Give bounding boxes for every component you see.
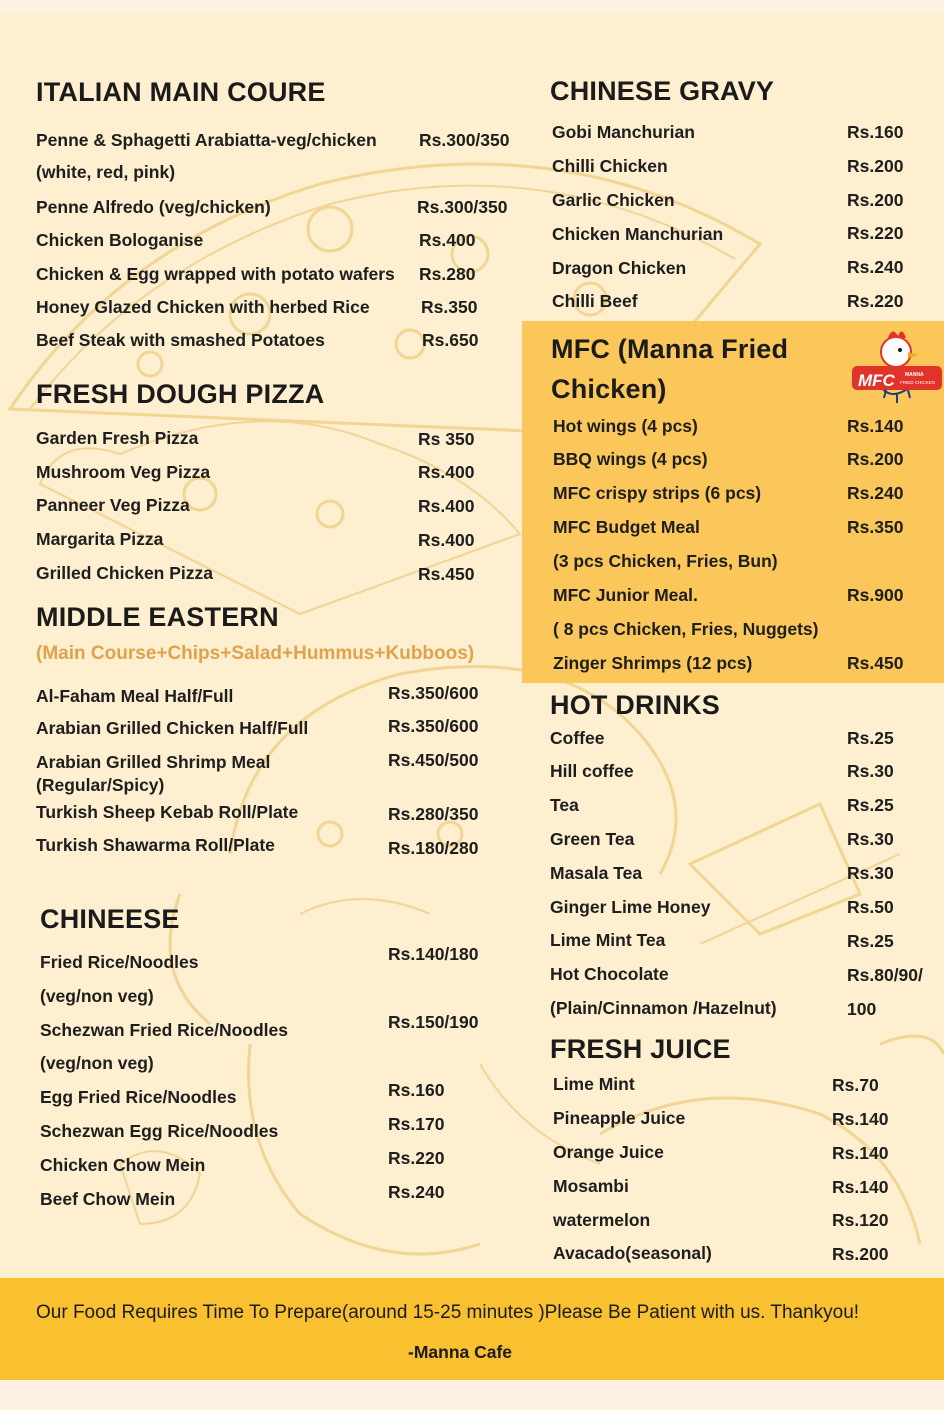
menu-item-name: Zinger Shrimps (12 pcs) <box>553 653 753 673</box>
mfc-logo <box>850 324 944 408</box>
menu-item-name: MFC crispy strips (6 pcs) <box>553 483 762 503</box>
menu-item-price: Rs.140 <box>832 1143 889 1163</box>
menu-item-name: Garlic Chicken <box>552 190 675 210</box>
hot-drinks-section-title: HOT DRINKS <box>550 690 720 720</box>
menu-item-name: Chilli Beef <box>552 291 638 311</box>
mfc-section-title-line2: Chicken) <box>551 374 667 404</box>
menu-item-price: Rs.30 <box>847 829 894 849</box>
menu-item-price: Rs.140 <box>832 1177 889 1197</box>
menu-item-price: Rs.150/190 <box>388 1012 479 1032</box>
menu-item-name: Hot Chocolate <box>550 964 669 984</box>
menu-item-price: Rs.200 <box>832 1244 889 1264</box>
menu-item-price: Rs.80/90/ <box>847 965 923 985</box>
menu-item-price: Rs.280 <box>419 264 476 284</box>
menu-item-price: Rs.180/280 <box>388 838 479 858</box>
menu-item-name: Green Tea <box>550 829 635 849</box>
pizza-section-title: FRESH DOUGH PIZZA <box>36 379 325 409</box>
menu-item-name: Chilli Chicken <box>552 156 668 176</box>
menu-item-name: Panneer Veg Pizza <box>36 495 190 515</box>
menu-item-price: Rs.350 <box>421 297 478 317</box>
menu-item-name: Mushroom Veg Pizza <box>36 462 211 482</box>
menu-item-price: Rs.450/500 <box>388 750 479 770</box>
menu-item-price: Rs.900 <box>847 585 904 605</box>
menu-item-price: Rs.220 <box>388 1148 445 1168</box>
menu-item-name: ( 8 pcs Chicken, Fries, Nuggets) <box>553 619 819 639</box>
chinese-gravy-section-title: CHINESE GRAVY <box>550 76 775 106</box>
mfc-section-title: MFC (Manna Fried <box>551 334 789 364</box>
italian-section-title: ITALIAN MAIN COURE <box>36 77 326 107</box>
menu-item-name: Beef Steak with smashed Potatoes <box>36 330 325 350</box>
menu-item-price: Rs.140/180 <box>388 944 479 964</box>
menu-item-price: Rs.140 <box>847 416 904 436</box>
menu-item-name: Schezwan Egg Rice/Noodles <box>40 1121 279 1141</box>
menu-item-name: Chicken Chow Mein <box>40 1155 206 1175</box>
menu-item-name: Coffee <box>550 728 605 748</box>
footer-note: Our Food Requires Time To Prepare(around 15-25 minutes )Please Be Patient with us. Thankyou! <box>36 1302 860 1323</box>
menu-item-name: Lime Mint <box>553 1074 635 1094</box>
menu-item-name: (Plain/Cinnamon /Hazelnut) <box>550 998 777 1018</box>
menu-item-price: Rs.300/350 <box>417 197 508 217</box>
menu-item-name: Avacado(seasonal) <box>553 1243 712 1263</box>
middle-eastern-section-title: MIDDLE EASTERN <box>36 602 279 632</box>
menu-item-price: Rs.240 <box>847 257 904 277</box>
chineese-section-title: CHINEESE <box>40 904 180 934</box>
menu-item-price: Rs.300/350 <box>419 130 510 150</box>
menu-item-name: Hot wings (4 pcs) <box>553 416 698 436</box>
menu-item-name: Tea <box>550 795 579 815</box>
menu-item-price: Rs.350/600 <box>388 716 479 736</box>
menu-item-name: Schezwan Fried Rice/Noodles <box>40 1020 288 1040</box>
mfc-logo-text: MFC <box>858 371 895 390</box>
menu-item-price: Rs.50 <box>847 897 894 917</box>
menu-item-name: Honey Glazed Chicken with herbed Rice <box>36 297 370 317</box>
menu-item-price: Rs.140 <box>832 1109 889 1129</box>
menu-item-name: Margarita Pizza <box>36 529 164 549</box>
menu-item-name: watermelon <box>553 1210 651 1230</box>
menu-item-name: (white, red, pink) <box>36 162 176 182</box>
menu-item-name: Masala Tea <box>550 863 643 883</box>
menu-item-name: Mosambi <box>553 1176 629 1196</box>
menu-item-price: Rs.200 <box>847 156 904 176</box>
fresh-juice-section-title: FRESH JUICE <box>550 1034 731 1064</box>
menu-item-name: Al-Faham Meal Half/Full <box>36 686 234 706</box>
menu-item-name: Chicken Bologanise <box>36 230 204 250</box>
footer-signature: -Manna Cafe <box>408 1342 513 1362</box>
menu-item-price: Rs.200 <box>847 190 904 210</box>
menu-item-price: Rs.400 <box>418 530 475 550</box>
menu-item-price: Rs.650 <box>422 330 479 350</box>
menu-item-name: (3 pcs Chicken, Fries, Bun) <box>553 551 778 571</box>
menu-item-name: Orange Juice <box>553 1142 664 1162</box>
menu-item-name: Chicken Manchurian <box>552 224 724 244</box>
menu-item-price: Rs.280/350 <box>388 804 479 824</box>
menu-item-name: Garden Fresh Pizza <box>36 428 199 448</box>
menu-item-price: Rs.200 <box>847 449 904 469</box>
menu-page <box>0 14 944 1380</box>
mfc-logo-subtext: MANNA <box>905 372 924 378</box>
menu-item-price: Rs.240 <box>847 483 904 503</box>
menu-item-name: Grilled Chicken Pizza <box>36 563 213 583</box>
menu-item-name: Dragon Chicken <box>552 258 687 278</box>
menu-item-name: Chicken & Egg wrapped with potato wafers <box>36 264 395 284</box>
menu-item-price: Rs.120 <box>832 1210 889 1230</box>
menu-item-name: MFC Junior Meal. <box>553 585 698 605</box>
menu-item-name: Turkish Shawarma Roll/Plate <box>36 835 275 855</box>
menu-item-price: Rs.400 <box>418 462 475 482</box>
menu-item-price: Rs.25 <box>847 728 894 748</box>
menu-item-price: Rs.220 <box>847 291 904 311</box>
menu-item-name: Lime Mint Tea <box>550 930 666 950</box>
menu-item-name: (Regular/Spicy) <box>36 775 165 795</box>
menu-item-price: Rs.160 <box>388 1080 445 1100</box>
menu-item-name: Hill coffee <box>550 761 634 781</box>
menu-item-price: Rs.70 <box>832 1075 879 1095</box>
menu-item-price: Rs.350 <box>847 517 904 537</box>
menu-item-name: Turkish Sheep Kebab Roll/Plate <box>36 802 299 822</box>
menu-item-price: Rs.25 <box>847 931 894 951</box>
menu-item-price: 100 <box>847 999 877 1019</box>
middle-eastern-subtitle: (Main Course+Chips+Salad+Hummus+Kubboos) <box>36 643 475 664</box>
menu-item-name: Penne & Sphagetti Arabiatta-veg/chicken <box>36 130 377 150</box>
menu-item-name: Ginger Lime Honey <box>550 897 711 917</box>
menu-item-name: MFC Budget Meal <box>553 517 700 537</box>
menu-item-name: Penne Alfredo (veg/chicken) <box>36 197 271 217</box>
menu-item-name: Arabian Grilled Chicken Half/Full <box>36 718 309 738</box>
menu-item-name: BBQ wings (4 pcs) <box>553 449 708 469</box>
menu-item-price: Rs.450 <box>418 564 475 584</box>
menu-item-name: (veg/non veg) <box>40 1053 154 1073</box>
menu-item-price: Rs.240 <box>388 1182 445 1202</box>
menu-item-name: Gobi Manchurian <box>552 122 695 142</box>
menu-item-price: Rs.220 <box>847 223 904 243</box>
menu-item-name: Beef Chow Mein <box>40 1189 176 1209</box>
menu-item-price: Rs.170 <box>388 1114 445 1134</box>
menu-item-price: Rs.25 <box>847 795 894 815</box>
menu-item-name: Egg Fried Rice/Noodles <box>40 1087 237 1107</box>
menu-item-price: Rs.30 <box>847 761 894 781</box>
menu-item-price: Rs.160 <box>847 122 904 142</box>
menu-item-name: Fried Rice/Noodles <box>40 952 199 972</box>
footer-band <box>0 1278 944 1380</box>
menu-item-price: Rs.400 <box>418 496 475 516</box>
menu-item-price: Rs.450 <box>847 653 904 673</box>
menu-item-name: Pineapple Juice <box>553 1108 686 1128</box>
menu-item-price: Rs.350/600 <box>388 683 479 703</box>
mfc-logo-subtext: FRIED CHICKEN <box>900 380 936 385</box>
menu-item-name: Arabian Grilled Shrimp Meal <box>36 752 271 772</box>
menu-item-price: Rs.30 <box>847 863 894 883</box>
menu-item-name: (veg/non veg) <box>40 986 154 1006</box>
menu-item-price: Rs.400 <box>419 230 476 250</box>
menu-item-price: Rs 350 <box>418 429 475 449</box>
